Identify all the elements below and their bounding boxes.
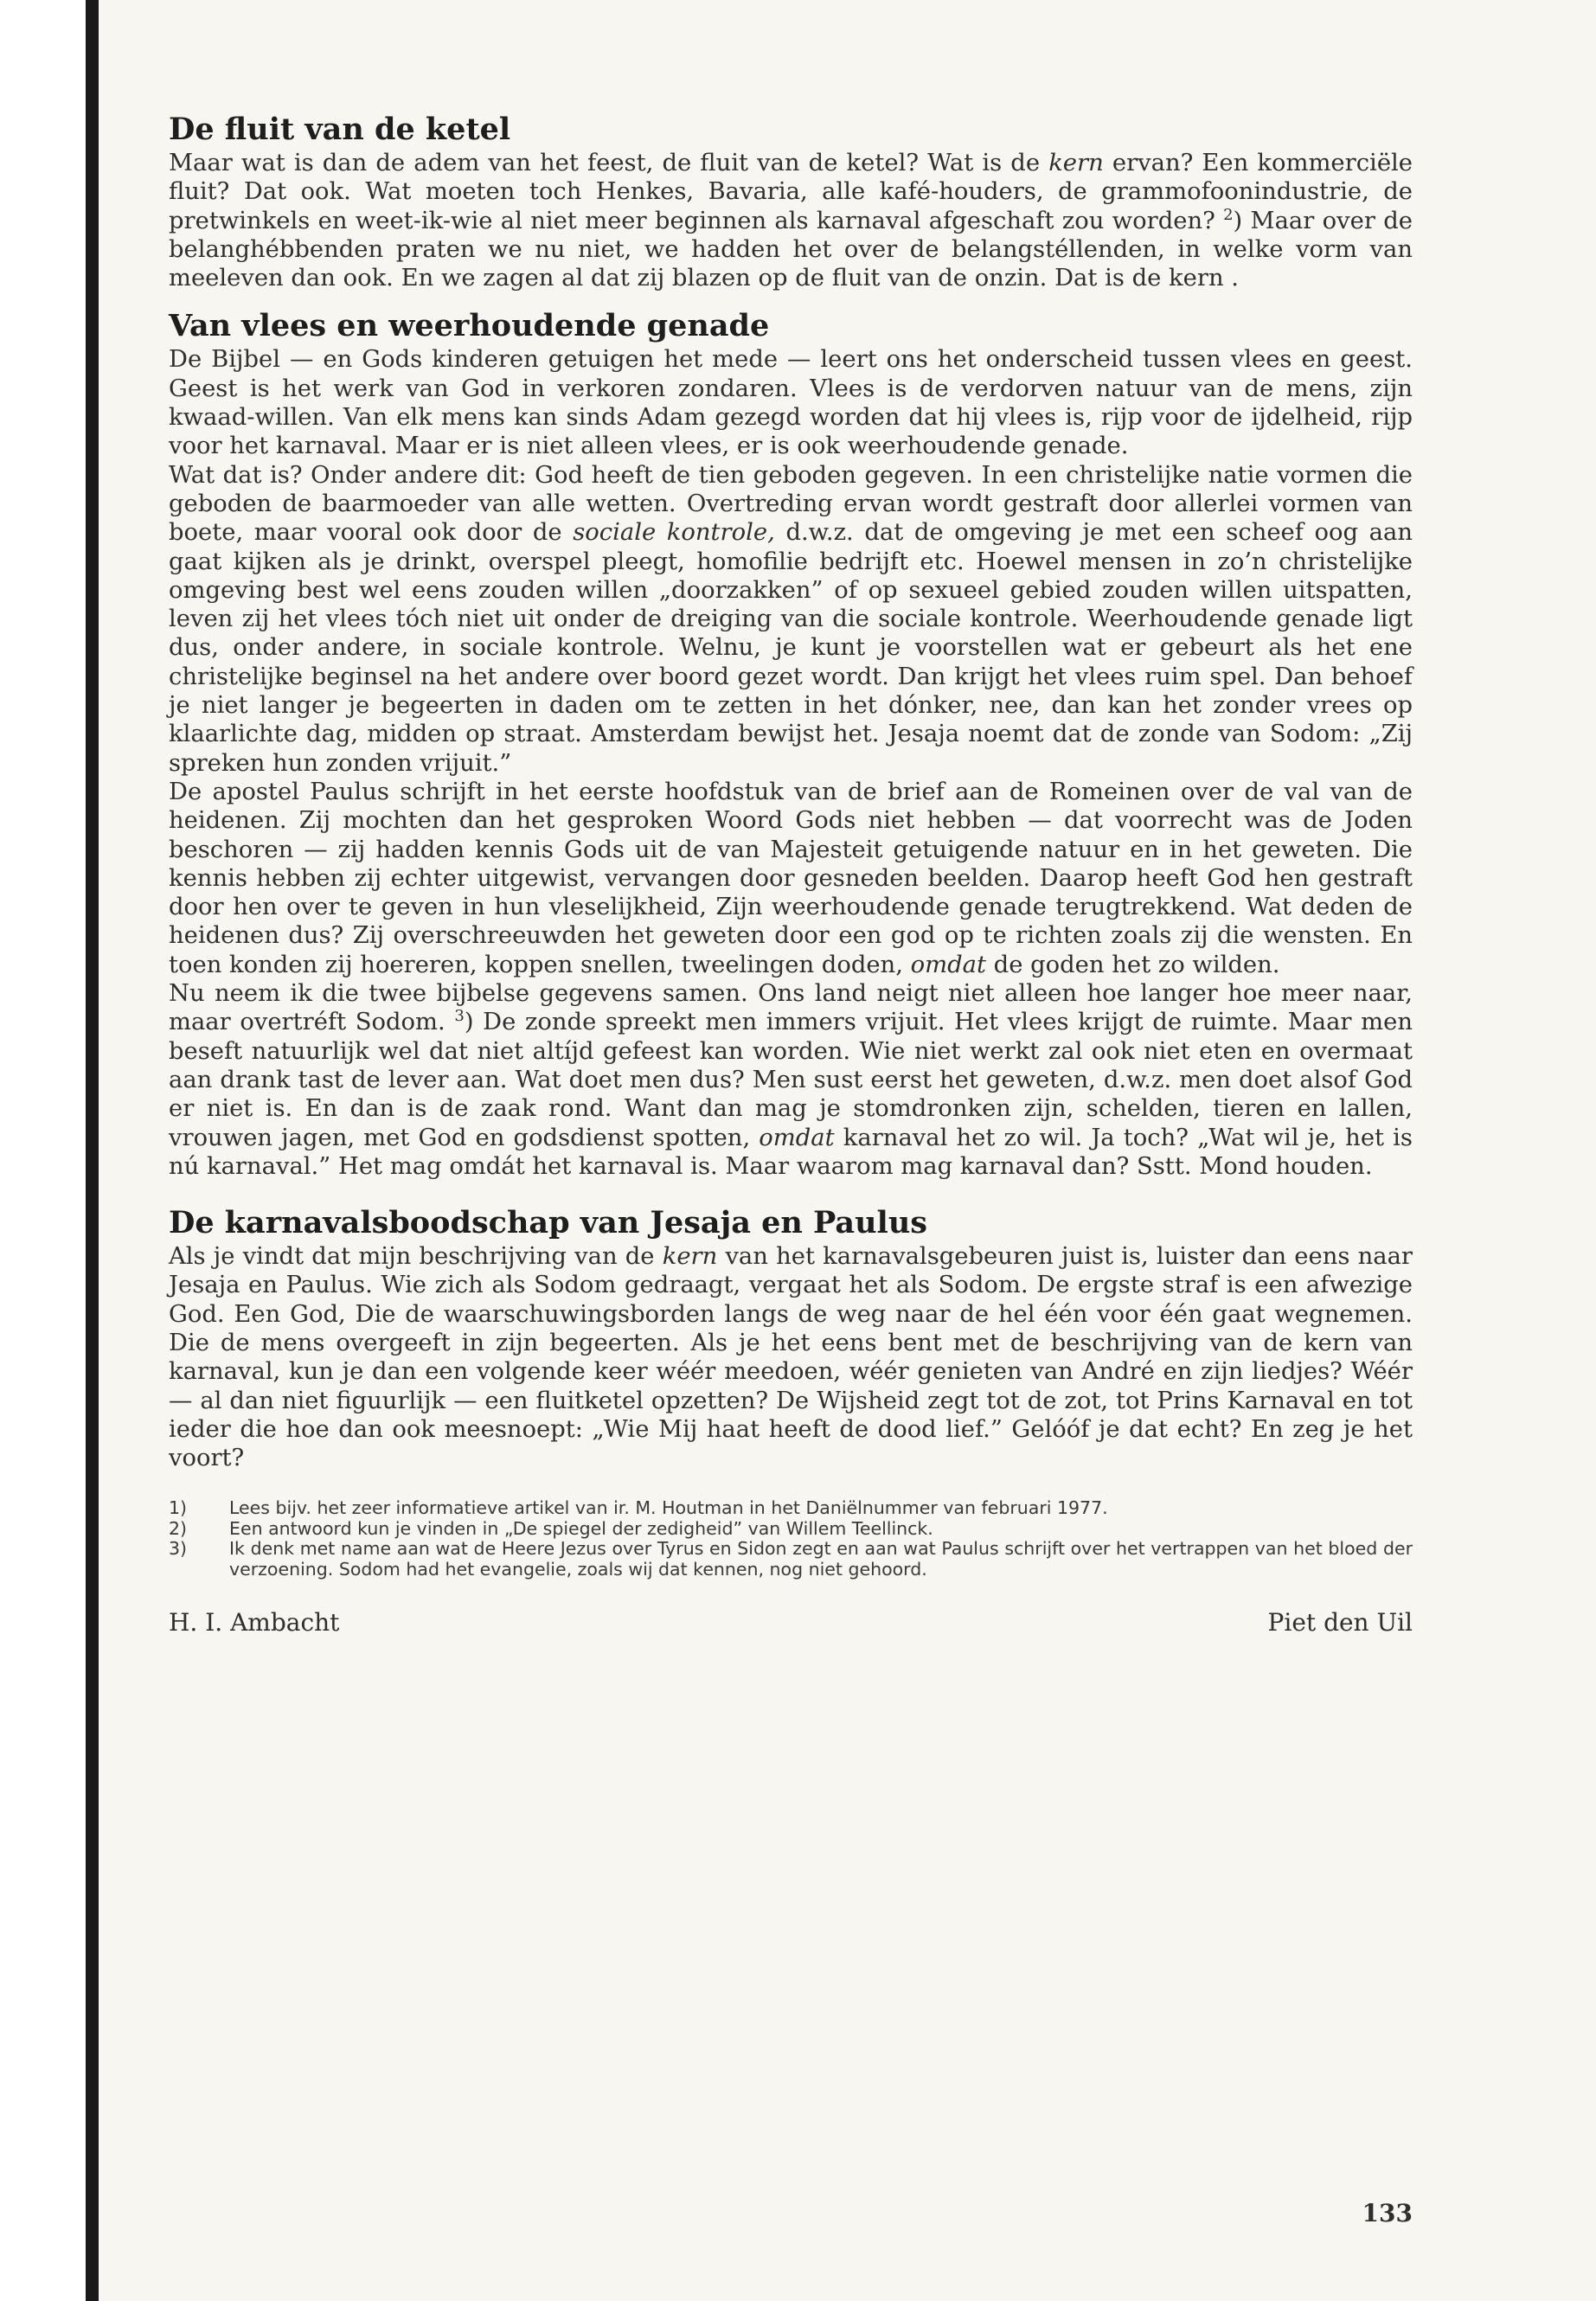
footnote-number: 2): [169, 1517, 188, 1539]
section-van-vlees-en-weerhoudende-genade: [169, 307, 1413, 1181]
emphasis: sociale kontrole,: [573, 519, 775, 547]
section-heading: Van vlees en weerhoudende genade: [169, 308, 770, 344]
binding-edge: [86, 0, 99, 2301]
footnote-number: 1): [169, 1497, 188, 1519]
section-de-fluit-van-de-ketel: [169, 111, 1413, 292]
footnote: [169, 1539, 1413, 1580]
footnote-text: Lees bijv. het zeer informatieve artikel van ir. M. Houtman in het Daniëlnummer van februari 1977.: [229, 1497, 1108, 1519]
section-heading: De fluit van de ketel: [169, 112, 511, 147]
section-heading: De karnavalsboodschap van Jesaja en Paulus: [169, 1205, 927, 1241]
emphasis: omdat: [759, 1124, 835, 1151]
paragraph: Nu neem ik die twee bijbelse gegevens samen. Ons land neigt niet alleen hoe langer hoe meer naar, maar overtréft Sodom. $^3$) De zonde spreekt men immers vrijuit. Het vlees krijgt de ruimte. Maar men beseft natuurlijk wel dat niet altíjd gefeest kan worden. Wie niet werkt zal ook niet eten en overmaat aan drank tast de lever aan. Wat doet men dus? Men sust eerst het geweten, d.w.z. men doet alsof God er niet is. En dan is de zaak rond. Want dan mag je stomdronken zijn, schelden, tieren en lallen, vrouwen jagen, met God en godsdienst spotten, omdat karnaval het zo wil. Ja toch? „Wat wil je, het is nú karnaval.” Het mag omdát het karnaval is. Maar waarom mag karnaval dan? Sstt. Mond houden.: [169, 980, 1413, 1180]
footnote: [169, 1519, 1413, 1540]
document-page: [169, 111, 1413, 1638]
paragraph: Als je vindt dat mijn beschrijving van de kern van het karnavalsgebeuren juist is, luister dan eens naar Jesaja en Paulus. Wie zich als Sodom gedraagt, vergaat het als Sodom. De ergste straf is een afwezige God. Een God, Die de waarschuwingsborden langs de weg naar de hel één voor één gaat wegnemen. Die de mens overgeeft in zijn begeerten. Als je het eens bent met de beschrijving van de kern van karnaval, kun je dan een volgende keer wéér meedoen, wéér genieten van André en zijn liedjes? Wéér — al dan niet figuurlijk — een fluitketel opzetten? De Wijsheid zegt tot de zot, tot Prins Karnaval en tot ieder die hoe dan ook meesnoept: „Wie Mij haat heeft de dood lief.” Gelóóf je dat echt? En zeg je het voort?: [169, 1243, 1413, 1472]
emphasis: kern: [662, 1243, 718, 1271]
section-de-karnavalsboodschap: [169, 1204, 1413, 1472]
signatures: [169, 1608, 1413, 1638]
footnote-number: 3): [169, 1538, 188, 1560]
signature-right: Piet den Uil: [1267, 1608, 1413, 1638]
footnote-reference: 2: [1223, 205, 1234, 224]
signature-left: H. I. Ambacht: [169, 1608, 340, 1638]
footnote-text: Een antwoord kun je vinden in „De spiegel der zedigheid” van Willem Teellinck.: [229, 1517, 933, 1539]
page-margin: [0, 0, 90, 2301]
page-number: 133: [1362, 2199, 1413, 2227]
paragraph: De Bijbel — en Gods kinderen getuigen het mede — leert ons het onderscheid tussen vlees en geest. Geest is het werk van God in verkoren zondaren. Vlees is de verdorven natuur van de mens, zijn kwaad-willen. Van elk mens kan sinds Adam gezegd worden dat hij vlees is, rijp voor de ijdelheid, rijp voor het karnaval. Maar er is niet alleen vlees, er is ook weerhoudende genade.: [169, 346, 1413, 460]
emphasis: omdat: [910, 951, 986, 978]
paragraph: De apostel Paulus schrijft in het eerste hoofdstuk van de brief aan de Romeinen over de val van de heidenen. Zij mochten dan het gesproken Woord Gods niet hebben — dat voorrecht was de Joden beschoren — zij hadden kennis Gods uit de van Majesteit getuigende natuur en in het geweten. Die kennis hebben zij echter uitgewist, vervangen door gesneden beelden. Daarop heeft God hen gestraft door hen over te geven in hun vleselijkheid, Zijn weerhoudende genade terugtrekkend. Wat deden de heidenen dus? Zij overschreeuwden het geweten door een god op te richten zoals zij die wensten. En toen konden zij hoereren, koppen snellen, tweelingen doden, omdat de goden het zo wilden.: [169, 778, 1413, 978]
footnotes: [169, 1498, 1413, 1580]
paragraph: Wat dat is? Onder andere dit: God heeft de tien geboden gegeven. In een christelijke natie vormen die geboden de baarmoeder van alle wetten. Overtreding ervan wordt gestraft door allerlei vormen van boete, maar vooral ook door de sociale kontrole, d.w.z. dat de omgeving je met een scheef oog aan gaat kijken als je drinkt, overspel pleegt, homofilie bedrijft etc. Hoewel mensen in zo’n christelijke omgeving best wel eens zouden willen „doorzakken” of op sexueel gebied zouden willen uitspatten, leven zij het vlees tóch niet uit onder de dreiging van die sociale kontrole. Weerhoudende genade ligt dus, onder andere, in sociale kontrole. Welnu, je kunt je voorstellen wat er gebeurt als het ene christelijke beginsel na het andere over boord gezet wordt. Dan krijgt het vlees ruim spel. Dan behoef je niet langer je begeerten in daden om te zetten in het dónker, nee, dan kan het zonder vrees op klaarlichte dag, midden op straat. Amsterdam bewijst het. Jesaja noemt dat de zonde van Sodom: „Zij spreken hun zonden vrijuit.”: [169, 461, 1413, 777]
emphasis: kern: [1048, 150, 1104, 176]
paragraph: Maar wat is dan de adem van het feest, de fluit van de ketel? Wat is de kern ervan? Een kommerciële fluit? Dat ook. Wat moeten toch Henkes, Bavaria, alle kafé-houders, de grammofoonindustrie, de pretwinkels en weet-ik-wie al niet meer beginnen als karnaval afgeschaft zou worden? $^2$) Maar over de belanghébbenden praten we nu niet, we hadden het over de belangstéllenden, in welke vorm van meeleven dan ook. En we zagen al dat zij blazen op de fluit van de onzin. Dat is de kern .: [169, 150, 1413, 292]
footnote: [169, 1498, 1413, 1519]
footnote-reference: 3: [454, 1007, 465, 1026]
footnote-text: Ik denk met name aan wat de Heere Jezus over Tyrus en Sidon zegt en aan wat Paulus schrijft over het vertrappen van het bloed der verzoening. Sodom had het evangelie, zoals wij dat kennen, nog niet gehoord.: [229, 1538, 1413, 1580]
